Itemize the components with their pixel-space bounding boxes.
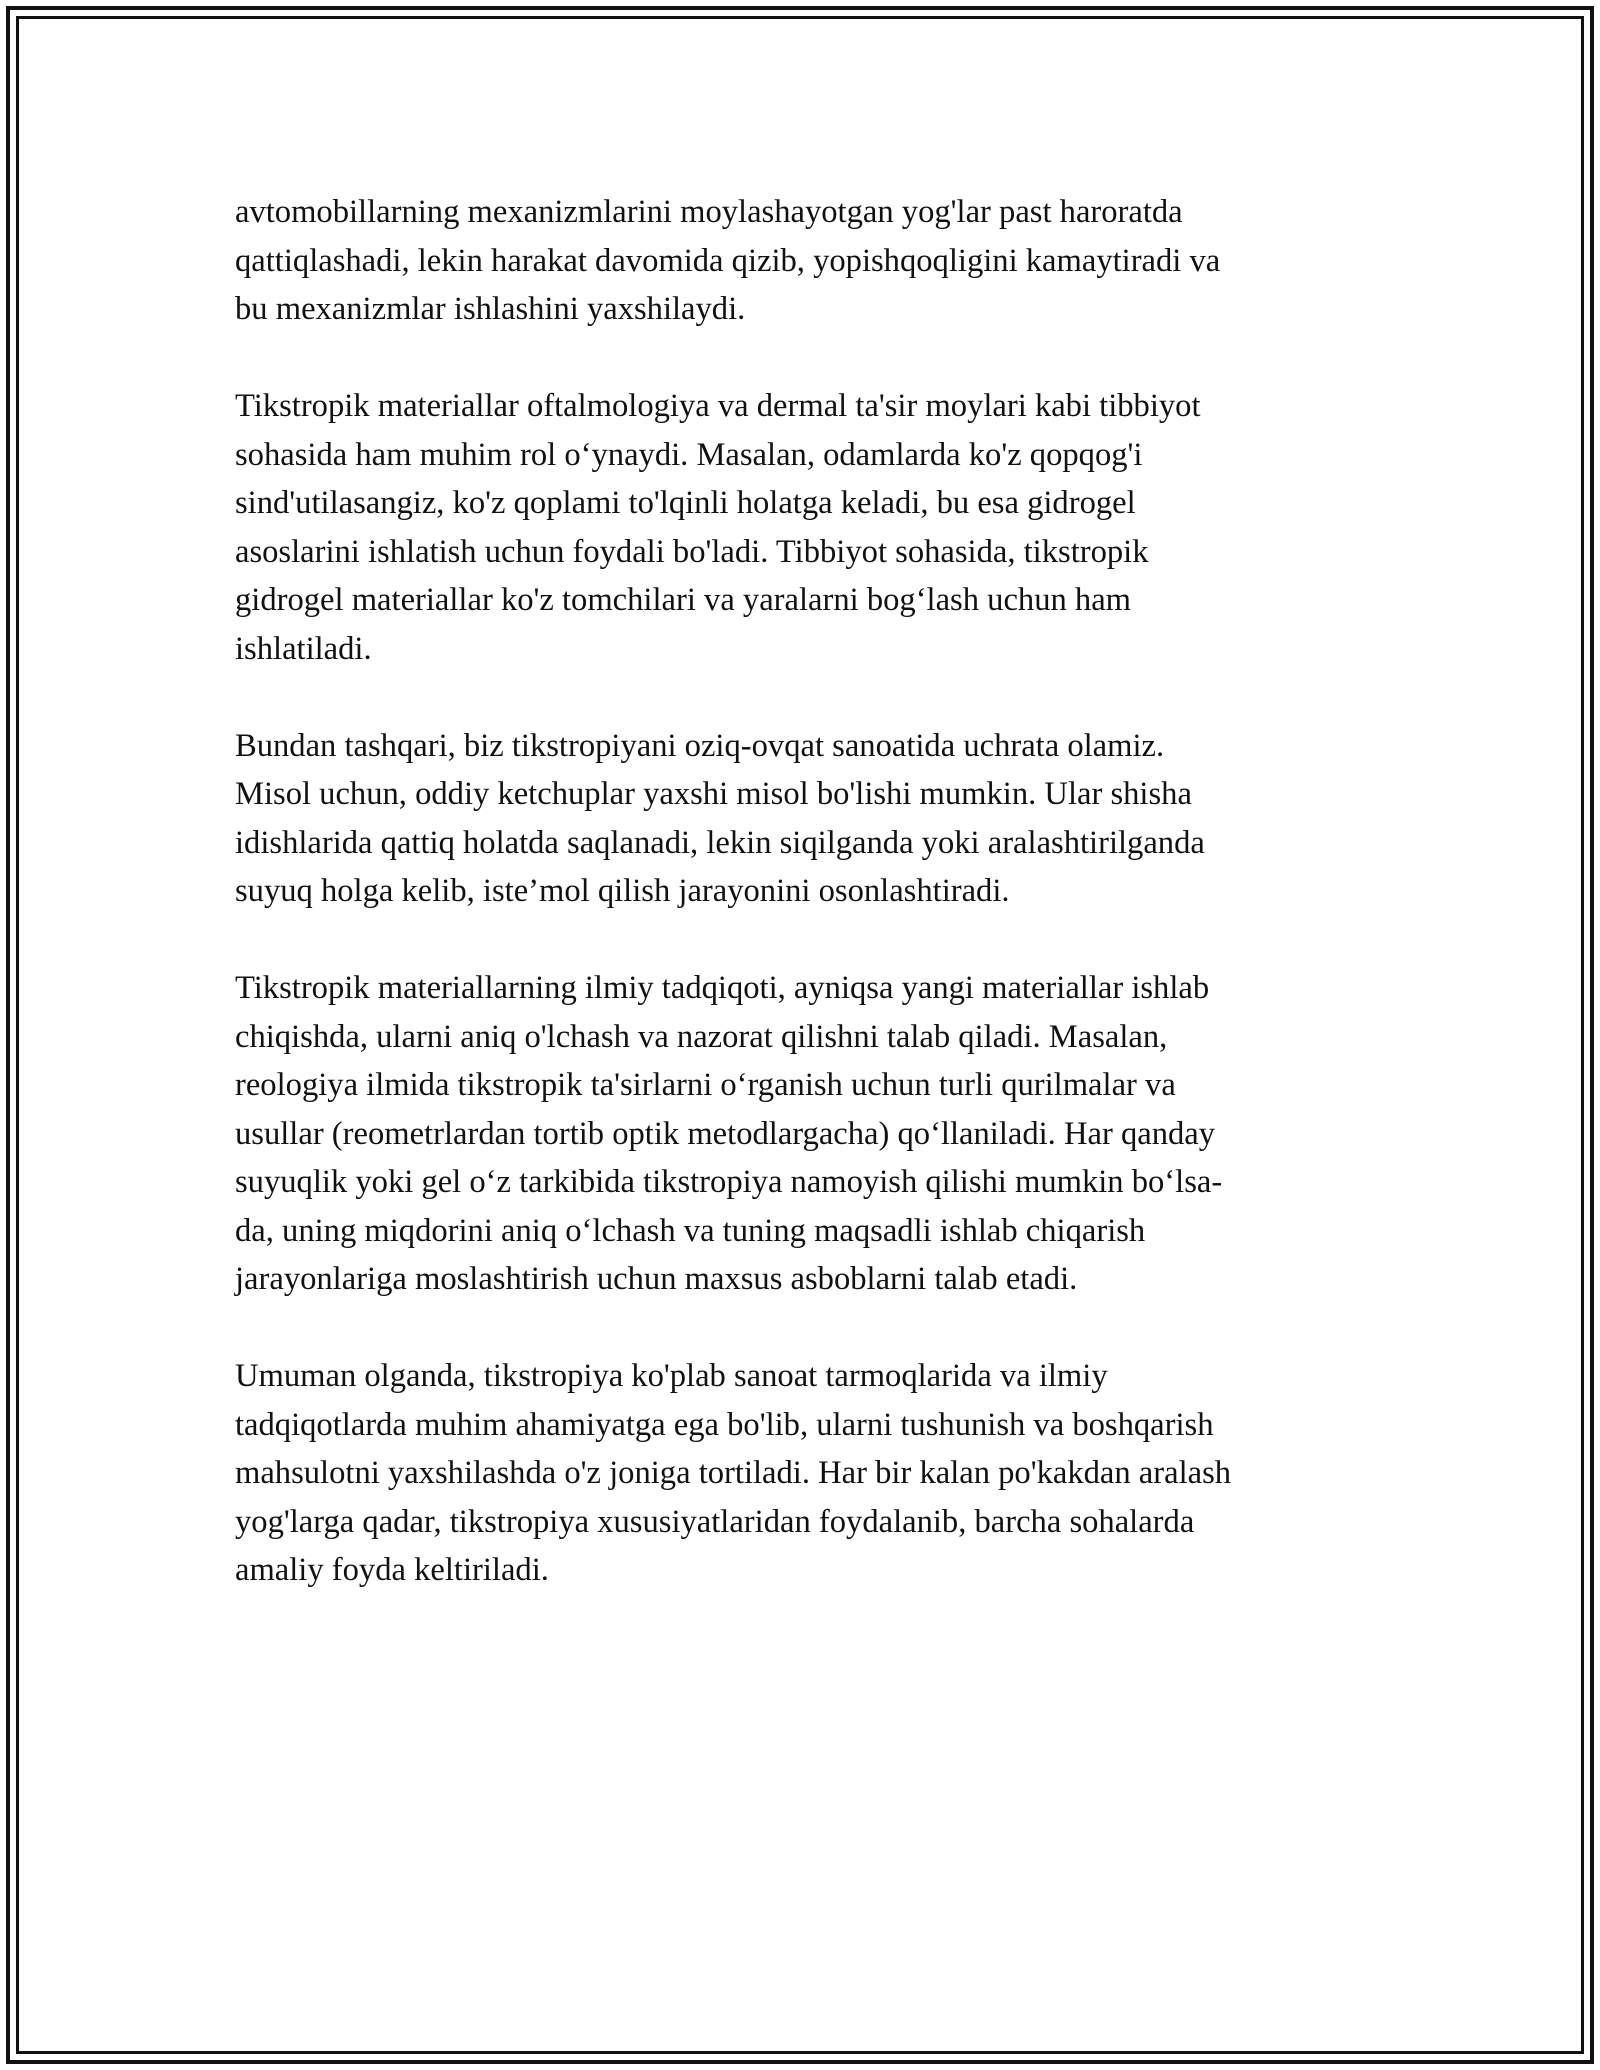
text-line: avtomobillarning mexanizmlarini moylashayotgan yog'lar past haroratda — [235, 194, 1183, 230]
text-line: qattiqlashadi, lekin harakat davomida qizib, yopishqoqligini kamaytiradi va — [235, 242, 1221, 279]
text-line: tadqiqotlarda muhim ahamiyatga ega bo'lib, ularni tushunish va boshqarish — [235, 1406, 1214, 1443]
text-line: yog'larga qadar, tikstropiya xususiyatlaridan foydalanib, barcha sohalarda — [235, 1503, 1195, 1540]
text-line: bu mexanizmlar ishlashini yaxshilaydi. — [235, 291, 746, 327]
text-line: ishlatiladi. — [235, 630, 372, 667]
text-line: usullar (reometrlardan tortib optik metodlargacha) qo‘llaniladi. Har qanday — [235, 1115, 1216, 1152]
paragraph — [235, 188, 1365, 334]
text-line: asoslarini ishlatish uchun foydali bo'ladi. Tibbiyot sohasida, tikstropik — [235, 533, 1149, 570]
document-body — [235, 188, 1365, 1643]
text-line: Tikstropik materiallar oftalmologiya va dermal ta'sir moylari kabi tibbiyot — [235, 388, 1201, 424]
text-line: chiqishda, ularni aniq o'lchash va nazorat qilishni talab qiladi. Masalan, — [235, 1018, 1168, 1055]
paragraph — [235, 722, 1365, 916]
text-line: reologiya ilmida tikstropik ta'sirlarni o‘rganish uchun turli qurilmalar va — [235, 1067, 1176, 1103]
text-line: amaliy foyda keltiriladi. — [235, 1552, 549, 1588]
paragraph — [235, 1352, 1365, 1595]
text-line: suyuq holga kelib, iste’mol qilish jarayonini osonlashtiradi. — [235, 873, 1010, 909]
text-line: jarayonlariga moslashtirish uchun maxsus asboblarni talab etadi. — [235, 1261, 1078, 1297]
text-line: idishlarida qattiq holatda saqlanadi, lekin siqilganda yoki aralashtirilganda — [235, 824, 1205, 861]
text-line: mahsulotni yaxshilashda o'z joniga tortiladi. Har bir kalan po'kakdan aralash — [235, 1455, 1232, 1491]
paragraph — [235, 964, 1365, 1304]
text-line: gidrogel materiallar ko'z tomchilari va yaralarni bog‘lash uchun ham — [235, 582, 1132, 618]
text-line: Misol uchun, oddiy ketchuplar yaxshi misol bo'lishi mumkin. Ular shisha — [235, 776, 1192, 812]
paragraph — [235, 382, 1365, 673]
text-line: Tikstropik materiallarning ilmiy tadqiqoti, ayniqsa yangi materiallar ishlab — [235, 970, 1210, 1006]
text-line: da, uning miqdorini aniq o‘lchash va tuning maqsadli ishlab chiqarish — [235, 1212, 1146, 1249]
text-line: Bundan tashqari, biz tikstropiyani oziq-ovqat sanoatida uchrata olamiz. — [235, 727, 1165, 764]
text-line: sind'utilasangiz, ko'z qoplami to'lqinli holatga keladi, bu esa gidrogel — [235, 485, 1136, 521]
text-line: Umuman olganda, tikstropiya ko'plab sanoat tarmoqlarida va ilmiy — [235, 1358, 1108, 1394]
text-line: sohasida ham muhim rol o‘ynaydi. Masalan, odamlarda ko'z qopqog'i — [235, 436, 1143, 473]
text-line: suyuqlik yoki gel o‘z tarkibida tikstropiya namoyish qilishi mumkin bo‘lsa- — [235, 1164, 1223, 1200]
